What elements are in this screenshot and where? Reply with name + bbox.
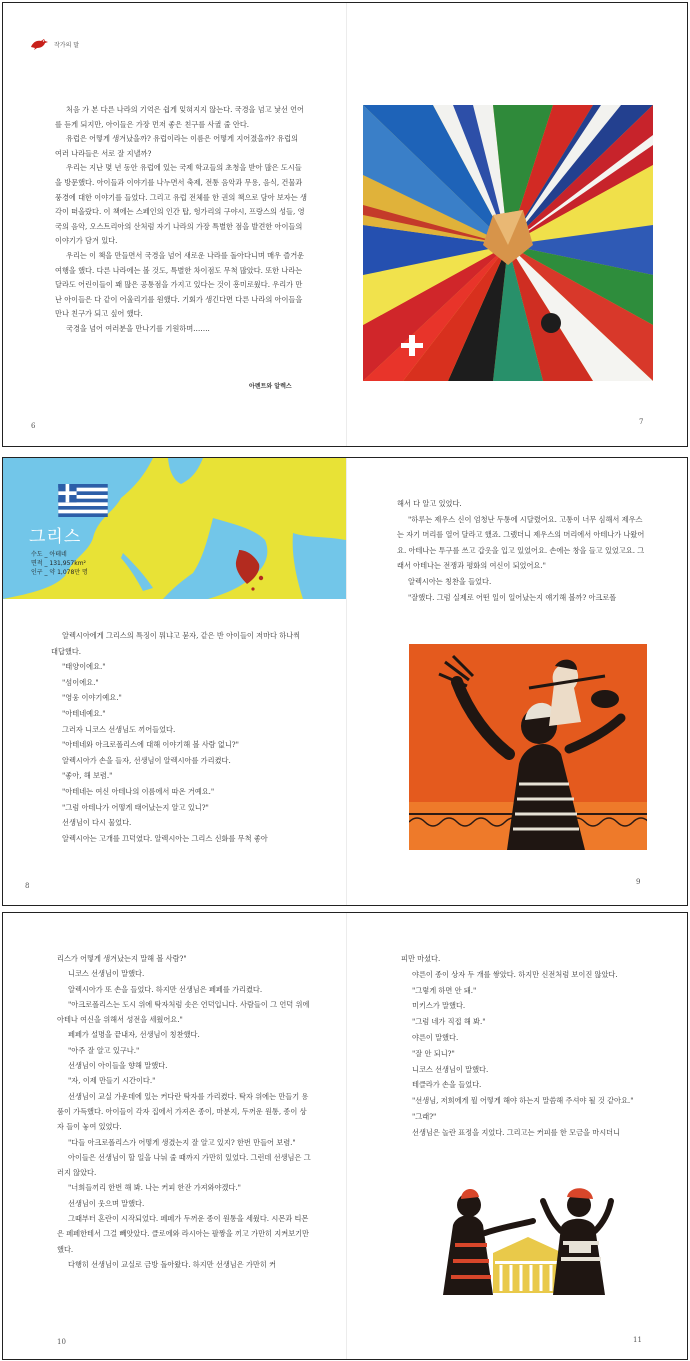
page-number: 6 [31,422,36,430]
paragraph: "선생님, 저희에게 뭘 어떻게 해야 하는지 말씀해 주셔야 될 것 같아요." [412,1096,634,1106]
paragraph: 알렉시아가 또 손을 들었다. 하지만 선생님은 페페를 가리켰다. [68,984,263,994]
paragraph: 니코스 선생님이 말했다. [68,969,145,979]
paragraph: "하루는 제우스 신이 엄청난 두통에 시달렸어요. 고통이 너무 심해서 제우스는 자기 머리를 열어 달라고 했죠. 그랬더니 제우스의 머리에서 아테나가 나왔어요. 아테나는 투구를 쓰고 갑옷을 입고 있었어요. 손에는 창을 들고 있었고요. 그래서 아테나는 전쟁과 평화의 여신이 되었어요." [397,514,645,571]
paragraph: 선생님이 다시 물었다. [62,818,132,828]
paragraph: 미키스가 말했다. [412,1001,466,1011]
spread-pages-6-7 [2,2,688,447]
paragraph: 처음 가 본 다른 나라의 기억은 쉽게 잊혀지지 않는다. 국경을 넘고 낯선 언어를 듣게 되지만, 아이들은 가장 먼저 좋은 친구를 사귈 줄 안다. [55,105,304,129]
paragraph: 해서 다 알고 있었다. [397,499,462,508]
paragraph: 선생님은 놀란 표정을 지었다. 그리고는 커피를 한 모금을 마시더니 [412,1127,621,1137]
paragraph: 알렉시아가 손을 들자, 선생님이 알렉시아를 가리켰다. [62,755,231,765]
paragraph: 우리는 지난 몇 년 동안 유럽에 있는 국제 학교들의 초청을 받아 많은 도시들을 방문했다. 아이들과 이야기를 나누면서 축제, 전통 음악과 무용, 음식, 건물과 풍경에 대한 이야기를 들었다. 그리고 유럽 전체를 한 권의 책으로 담아 보자는 생각이 떠올랐다. 이 책에는 스페인의 인간 탑, 헝가리의 구야시, 프랑스의 성들, 영국의 음악, 오스트리아의 산처럼 자기 나라의 가장 특별한 점을 발견한 아이들의 이야기가 담겨 있다. [55,163,307,246]
paragraph: "그럼 네가 직접 해 봐." [412,1017,486,1027]
paragraph: 피만 마셨다. [401,954,441,963]
spread-pages-8-9 [2,457,688,906]
paragraph: 국경을 넘어 여러분을 만나기를 기원하며……. [66,323,210,333]
country-name: 그리스 [29,527,82,547]
paragraph: 알렉시아는 고개를 끄덕였다. 알렉시아는 그리스 신화를 무척 좋아 [62,833,268,843]
page-number: 8 [25,882,30,890]
paragraph: 알렉시아에게 그리스의 특징이 뭐냐고 묻자, 같은 반 아이들이 저마다 하나씩 대답했다. [51,631,301,656]
chapter-header [29,36,79,52]
paragraph: 다행히 선생님이 교실로 금방 돌아왔다. 하지만 선생님은 가만히 커 [68,1259,277,1269]
paragraph: 그러자 니코스 선생님도 끼어들었다. [62,724,176,734]
athena-illustration [409,644,647,850]
paragraph: 리스가 어떻게 생겨났는지 말해 볼 사람?" [57,954,187,963]
paragraph: 우리는 이 책을 만들면서 국경을 넘어 새로운 나라를 돌아다니며 매우 즐거운 여행을 했다. 다른 나라에는 볼 것도, 특별한 차이점도 무척 많았다. 또한 나라는 달라도 어린이들이 꽤 많은 공통점을 가지고 있다는 것이 흥미로웠다. 우리가 만난 아이들은 다 같이 어울리기를 원했다. 기회가 생긴다면 다른 나라의 아이들을 만나 친구가 되고 싶어 했다. [55,250,305,319]
paragraph: "섬이에요." [62,677,99,687]
flags-illustration [363,105,653,381]
paragraph: 테클라가 손을 들었다. [412,1080,482,1090]
gutter [346,458,347,905]
greece-flag-icon [58,484,108,517]
paragraph: "다들 아크로폴리스가 어떻게 생겼는지 잘 알고 있지? 한번 만들어 보렴." [68,1137,296,1147]
paragraph: "너희들끼리 한번 해 봐. 나는 커피 한잔 가져와야겠다." [68,1183,241,1193]
paragraph: "아주 잘 알고 있구나." [68,1045,140,1055]
paragraph: 선생님이 교실 가운데에 있는 커다란 탁자를 가리켰다. 탁자 위에는 만들기 용품이 가득했다. 아이들이 각자 집에서 가져온 종이, 마분지, 두꺼운 원통, 종이 상자 들이 놓여 있었다. [57,1091,309,1132]
paragraph: "잘 안 되니?" [412,1048,455,1058]
bird-icon [29,36,49,52]
page-number: 10 [57,1338,66,1346]
paragraph: 아이들은 선생님이 할 일을 나눠 줄 때까지 가만히 있었다. 그런데 선생님은 그러지 않았다. [57,1152,311,1178]
author-signature: 아렌트와 알렉스 [249,383,292,390]
preface-text [55,103,307,337]
spread-pages-10-11 [2,912,688,1360]
page-number: 7 [639,418,644,426]
greek-figures-illustration [443,1175,615,1295]
story-text-right [397,496,649,605]
paragraph: "아테네는 여신 아테나의 이름에서 따온 거예요." [62,786,215,796]
paragraph: "태양이에요." [62,662,106,672]
paragraph: "자, 이제 만들기 시간이다." [68,1076,156,1086]
header-label: 작가의 말 [54,41,80,49]
story-text-left [51,628,309,846]
paragraph: 선생님이 아이들을 향해 말했다. [68,1061,168,1071]
paragraph: "그래?" [412,1111,437,1121]
paragraph: "그럼 아테나가 어떻게 태어났는지 알고 있니?" [62,802,209,812]
page-number: 9 [636,878,641,886]
paragraph: 야른이 말했다. [412,1032,459,1042]
gutter [346,3,347,446]
paragraph: "아테네와 아크로폴리스에 대해 이야기해 볼 사람 없니?" [62,740,239,750]
info-capital: 수도 _ 아테네 [31,551,67,558]
gutter [346,913,347,1359]
paragraph: 페페가 설명을 끝내자, 선생님이 칭찬했다. [68,1030,200,1040]
paragraph: "아크로폴리스는 도시 위에 탁자처럼 솟은 언덕입니다. 사람들이 그 언덕 위에 아테나 여신을 위해서 성전을 세웠어요." [57,999,310,1025]
paragraph: 그때부터 혼란이 시작되었다. 페페가 두꺼운 종이 원통을 세웠다. 시몬과 티몬은 페페한테서 그걸 빼앗았다. 클로에와 라시아는 팔짱을 끼고 가만히 지켜보기만 했다. [57,1214,309,1254]
paragraph: "잘했다. 그럼 실제로 어떤 일이 일어났는지 얘기해 볼까? 아크로폴 [408,592,617,602]
story-text-right [401,951,651,1141]
story-text-left [57,951,313,1272]
paragraph: "좋아, 해 보렴." [62,771,113,781]
paragraph: "영웅 이야기예요." [62,693,122,703]
country-info [31,550,88,577]
paragraph: "그렇게 하면 안 돼." [412,985,477,995]
page-number: 11 [633,1336,642,1344]
info-area: 면적 _ 131,957km² [31,560,86,567]
paragraph: "아테네예요." [62,708,106,718]
paragraph: 유럽은 어떻게 생겨났을까? 유럽이라는 이름은 어떻게 지어졌을까? 유럽의 여러 나라들은 서로 잘 지낼까? [55,134,298,158]
paragraph: 알렉시아는 칭찬을 들었다. [408,576,492,586]
info-population: 인구 _ 약 1,078만 명 [31,569,88,576]
paragraph: 선생님이 웃으며 말했다. [68,1198,145,1208]
paragraph: 니코스 선생님이 말했다. [412,1064,489,1074]
paragraph: 야른이 종이 상자 두 개를 쌓았다. 하지만 신전처럼 보이진 않았다. [412,969,618,979]
